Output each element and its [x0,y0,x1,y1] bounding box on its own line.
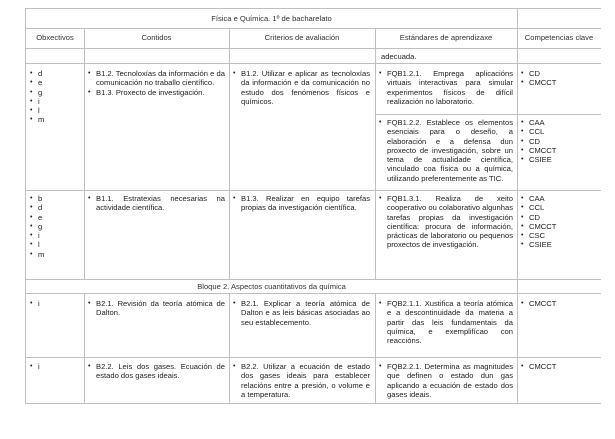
objective-item: • i [28,299,82,308]
standard-cell [377,299,513,345]
content-item: • B1.1. Estratexias necesarias na actividade científica. [86,194,225,213]
objective-item: • g [28,88,82,97]
competence-item: • CMCCT [519,146,599,155]
content-item: • B1.2. Tecnoloxías da información e da comunicación no traballo científico. [86,69,225,88]
col-border [229,28,230,279]
row-border [26,357,601,358]
competences-cell [519,69,599,88]
standard-item: • FQB1.2.1. Emprega aplicacións virtuais interactivas para simular experimentos físicos de difícil realización no laboratorio. [377,69,513,106]
competence-item: • CAA [519,118,599,127]
header-contents: Contidos [141,33,172,42]
block-title: Bloque 2. Aspectos cuantitativos da química [197,282,346,291]
objective-item: • g [28,222,82,231]
criterion-item: • B1.2. Utilizar e aplicar as tecnoloxías da información e da comunicación no estudo dos fenómenos físicos e químicos. [231,69,370,106]
header-competences: Competencias clave [524,33,594,42]
objectives-cell [28,69,82,125]
col-border [375,28,376,279]
competences-cell [519,118,599,164]
objective-item: • e [28,213,82,222]
competence-item: • CSIEE [519,155,599,164]
objectives-cell [28,299,82,308]
standard-item: • FQB2.2.1. Determina as magnitudes que definen o estado dun gas aplicando a ecuación de estado dos gases ideais. [377,362,513,399]
criteria-cell [231,69,370,106]
row-border [26,8,601,9]
objective-item: • b [28,194,82,203]
standard-cell [377,118,513,183]
objectives-cell [28,194,82,259]
competence-item: • CMCCT [519,222,599,231]
row-border [26,279,601,280]
row-border [26,28,601,29]
competence-item: • CD [519,137,599,146]
col-border [84,293,85,403]
competence-item: • CMCCT [519,78,599,87]
competence-item: • CSIEE [519,240,599,249]
row-border [26,48,601,49]
objectives-cell [28,362,82,371]
content-item: • B1.3. Proxecto de investigación. [86,88,225,97]
col-border [229,293,230,403]
objective-item: • d [28,203,82,212]
competence-item: • CAA [519,194,599,203]
criteria-cell [231,299,370,327]
standard-cell [377,69,513,106]
objective-item: • m [28,115,82,124]
objective-item: • i [28,97,82,106]
header-objectives: Obxectivos [36,33,74,42]
curriculum-table [25,8,601,404]
standard-cell [377,362,513,399]
content-item: • B2.2. Leis dos gases. Ecuación de estado dos gases ideais. [86,362,225,381]
col-border [84,28,85,279]
objective-item: • d [28,69,82,78]
competence-item: • CSC [519,231,599,240]
criterion-item: • B2.2. Utilizar a ecuación de estado dos gases ideais para establecer relacións entre a presión, o volume e a temperatura. [231,362,370,399]
objective-item: • l [28,240,82,249]
table-title: Física e Química. 1º de bacharelato [211,14,332,23]
header-standards: Estándares de aprendizaxe [399,33,493,42]
criterion-item: • B2.1. Explicar a teoría atómica de Dalton e as leis básicas asociadas ao seu establecemento. [231,299,370,327]
objective-item: • i [28,362,82,371]
standard-cell [377,194,513,250]
criterion-item: • B1.3. Realizar en equipo tarefas propias da investigación científica. [231,194,370,213]
competence-item: • CMCCT [519,362,599,371]
header-criteria: Criterios de avaliación [264,33,340,42]
row-border [26,403,601,404]
objective-item: • l [28,106,82,115]
competences-cell [519,362,599,371]
col-border [517,8,518,403]
objective-item: • m [28,250,82,259]
row-border [26,190,601,191]
criteria-cell [231,362,370,399]
competence-item: • CD [519,69,599,78]
standard-item: • FQB1.3.1. Realiza de xeito cooperativo ou colaborativo algunhas tarefas propias da investigación científica: procura de información, prácticas de laboratorio ou pequenos proxectos de investigación. [377,194,513,250]
competence-item: • CCL [519,203,599,212]
contents-cell [86,69,225,97]
competences-cell [519,194,599,250]
competences-cell [519,299,599,308]
objective-item: • i [28,231,82,240]
content-item: • B2.1. Revisión da teoría atómica de Dalton. [86,299,225,318]
standard-item: • FQB2.1.1. Xustifica a teoría atómica e a descontinuidade da materia a partir das leis fundamentais da química, e exemplifícao con reaccións. [377,299,513,345]
contents-cell [86,362,225,381]
continuation-text: adecuada. [381,52,417,61]
objective-item: • e [28,78,82,87]
row-border [26,293,601,294]
row-border [375,114,601,115]
standard-item: • FQB1.2.2. Establece os elementos esenciais para o deseño, a elaboración e a defensa dun proxecto de investigación, sobre un tema de actualidade científica, vinculado coa física ou a química, utilizando preferentemente as TIC. [377,118,513,183]
row-border [26,63,601,64]
competence-item: • CD [519,213,599,222]
criteria-cell [231,194,370,213]
contents-cell [86,194,225,213]
competence-item: • CCL [519,127,599,136]
col-border [375,293,376,403]
competence-item: • CMCCT [519,299,599,308]
contents-cell [86,299,225,318]
